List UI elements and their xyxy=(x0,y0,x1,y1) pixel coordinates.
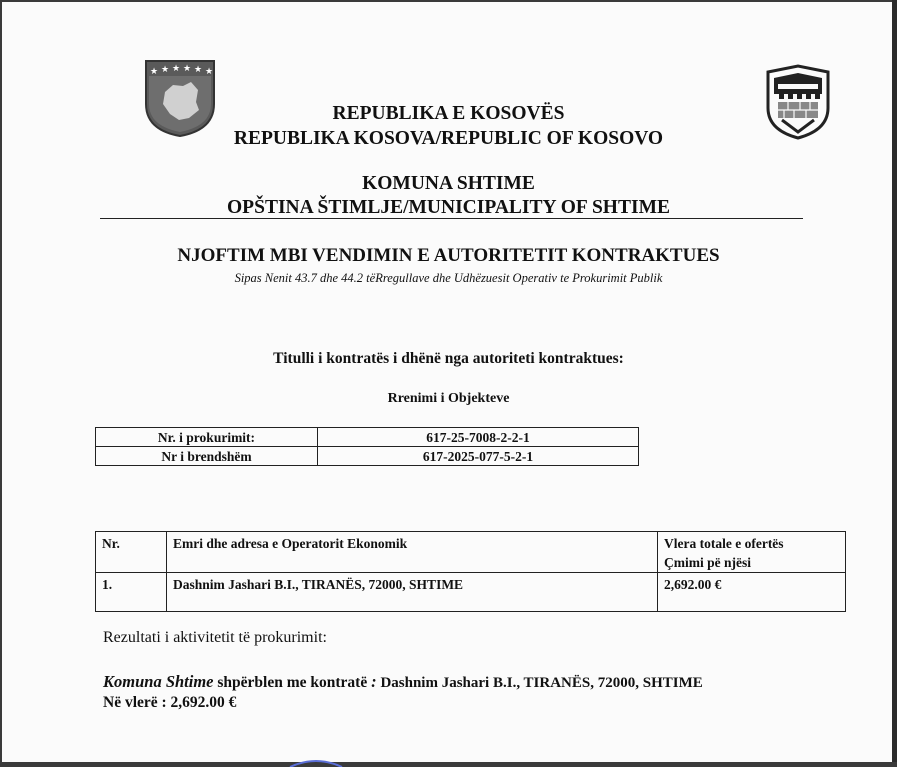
award-colon: : xyxy=(371,672,377,691)
award-verb: shpërblen me kontratë xyxy=(217,674,368,691)
table-header-row xyxy=(96,532,846,573)
row-value: 2,692.00 € xyxy=(658,573,846,612)
column-header-value xyxy=(658,532,846,573)
svg-text:★: ★ xyxy=(183,64,192,74)
award-authority: Komuna Shtime xyxy=(103,672,214,691)
contract-title-value: Rrenimi i Objekteve xyxy=(387,391,510,406)
header-republic-multi: REPUBLIKA KOSOVA/REPUBLIC OF KOSOVO xyxy=(233,128,664,149)
column-header-value-line2: Çmimi pë njësi xyxy=(664,555,751,570)
contract-title-label: Titulli i kontratës i dhënë nga autoriteti kontraktues: xyxy=(273,350,624,367)
svg-text:★: ★ xyxy=(194,65,203,75)
column-header-operator: Emri dhe adresa e Operatorit Ekonomik xyxy=(167,532,658,573)
kosovo-coat-of-arms-icon xyxy=(143,58,217,138)
notice-subtitle: Sipas Nenit 43.7 dhe 44.2 tëRregullave dhe Udhëzuesit Operativ te Prokurimit Publik xyxy=(234,271,663,285)
internal-number-value: 617-2025-077-5-2-1 xyxy=(318,447,639,466)
column-header-nr: Nr. xyxy=(96,532,167,573)
stamp-partial-icon xyxy=(288,753,344,767)
svg-text:★: ★ xyxy=(161,65,170,75)
header-republic-sq: REPUBLIKA E KOSOVËS xyxy=(332,103,565,124)
internal-number-label: Nr i brendshëm xyxy=(96,447,318,466)
award-value: Në vlerë : 2,692.00 € xyxy=(103,694,237,711)
operators-table xyxy=(95,531,846,612)
table-row xyxy=(96,573,846,612)
svg-text:★: ★ xyxy=(172,64,181,74)
column-header-value-line1: Vlera totale e ofertës xyxy=(664,536,784,551)
procurement-numbers-table xyxy=(95,427,639,466)
award-statement xyxy=(103,672,703,713)
procurement-number-value: 617-25-7008-2-2-1 xyxy=(318,428,639,447)
row-nr: 1. xyxy=(96,573,167,612)
header-municipality-multi: OPŠTINA ŠTIMLJE/MUNICIPALITY OF SHTIME xyxy=(227,197,670,218)
header-divider xyxy=(100,218,803,219)
row-operator: Dashnim Jashari B.I., TIRANËS, 72000, SHTIME xyxy=(167,573,658,612)
header-municipality-sq: KOMUNA SHTIME xyxy=(362,173,535,194)
svg-text:★: ★ xyxy=(205,67,214,77)
procurement-number-label: Nr. i prokurimit: xyxy=(96,428,318,447)
table-row xyxy=(96,428,639,447)
table-row xyxy=(96,447,639,466)
svg-text:★: ★ xyxy=(150,67,159,77)
notice-title: NJOFTIM MBI VENDIMIN E AUTORITETIT KONTRAKTUES xyxy=(177,245,720,266)
result-label: Rezultati i aktivitetit të prokurimit: xyxy=(103,629,327,646)
award-operator: Dashnim Jashari B.I., TIRANËS, 72000, SHTIME xyxy=(380,675,703,691)
